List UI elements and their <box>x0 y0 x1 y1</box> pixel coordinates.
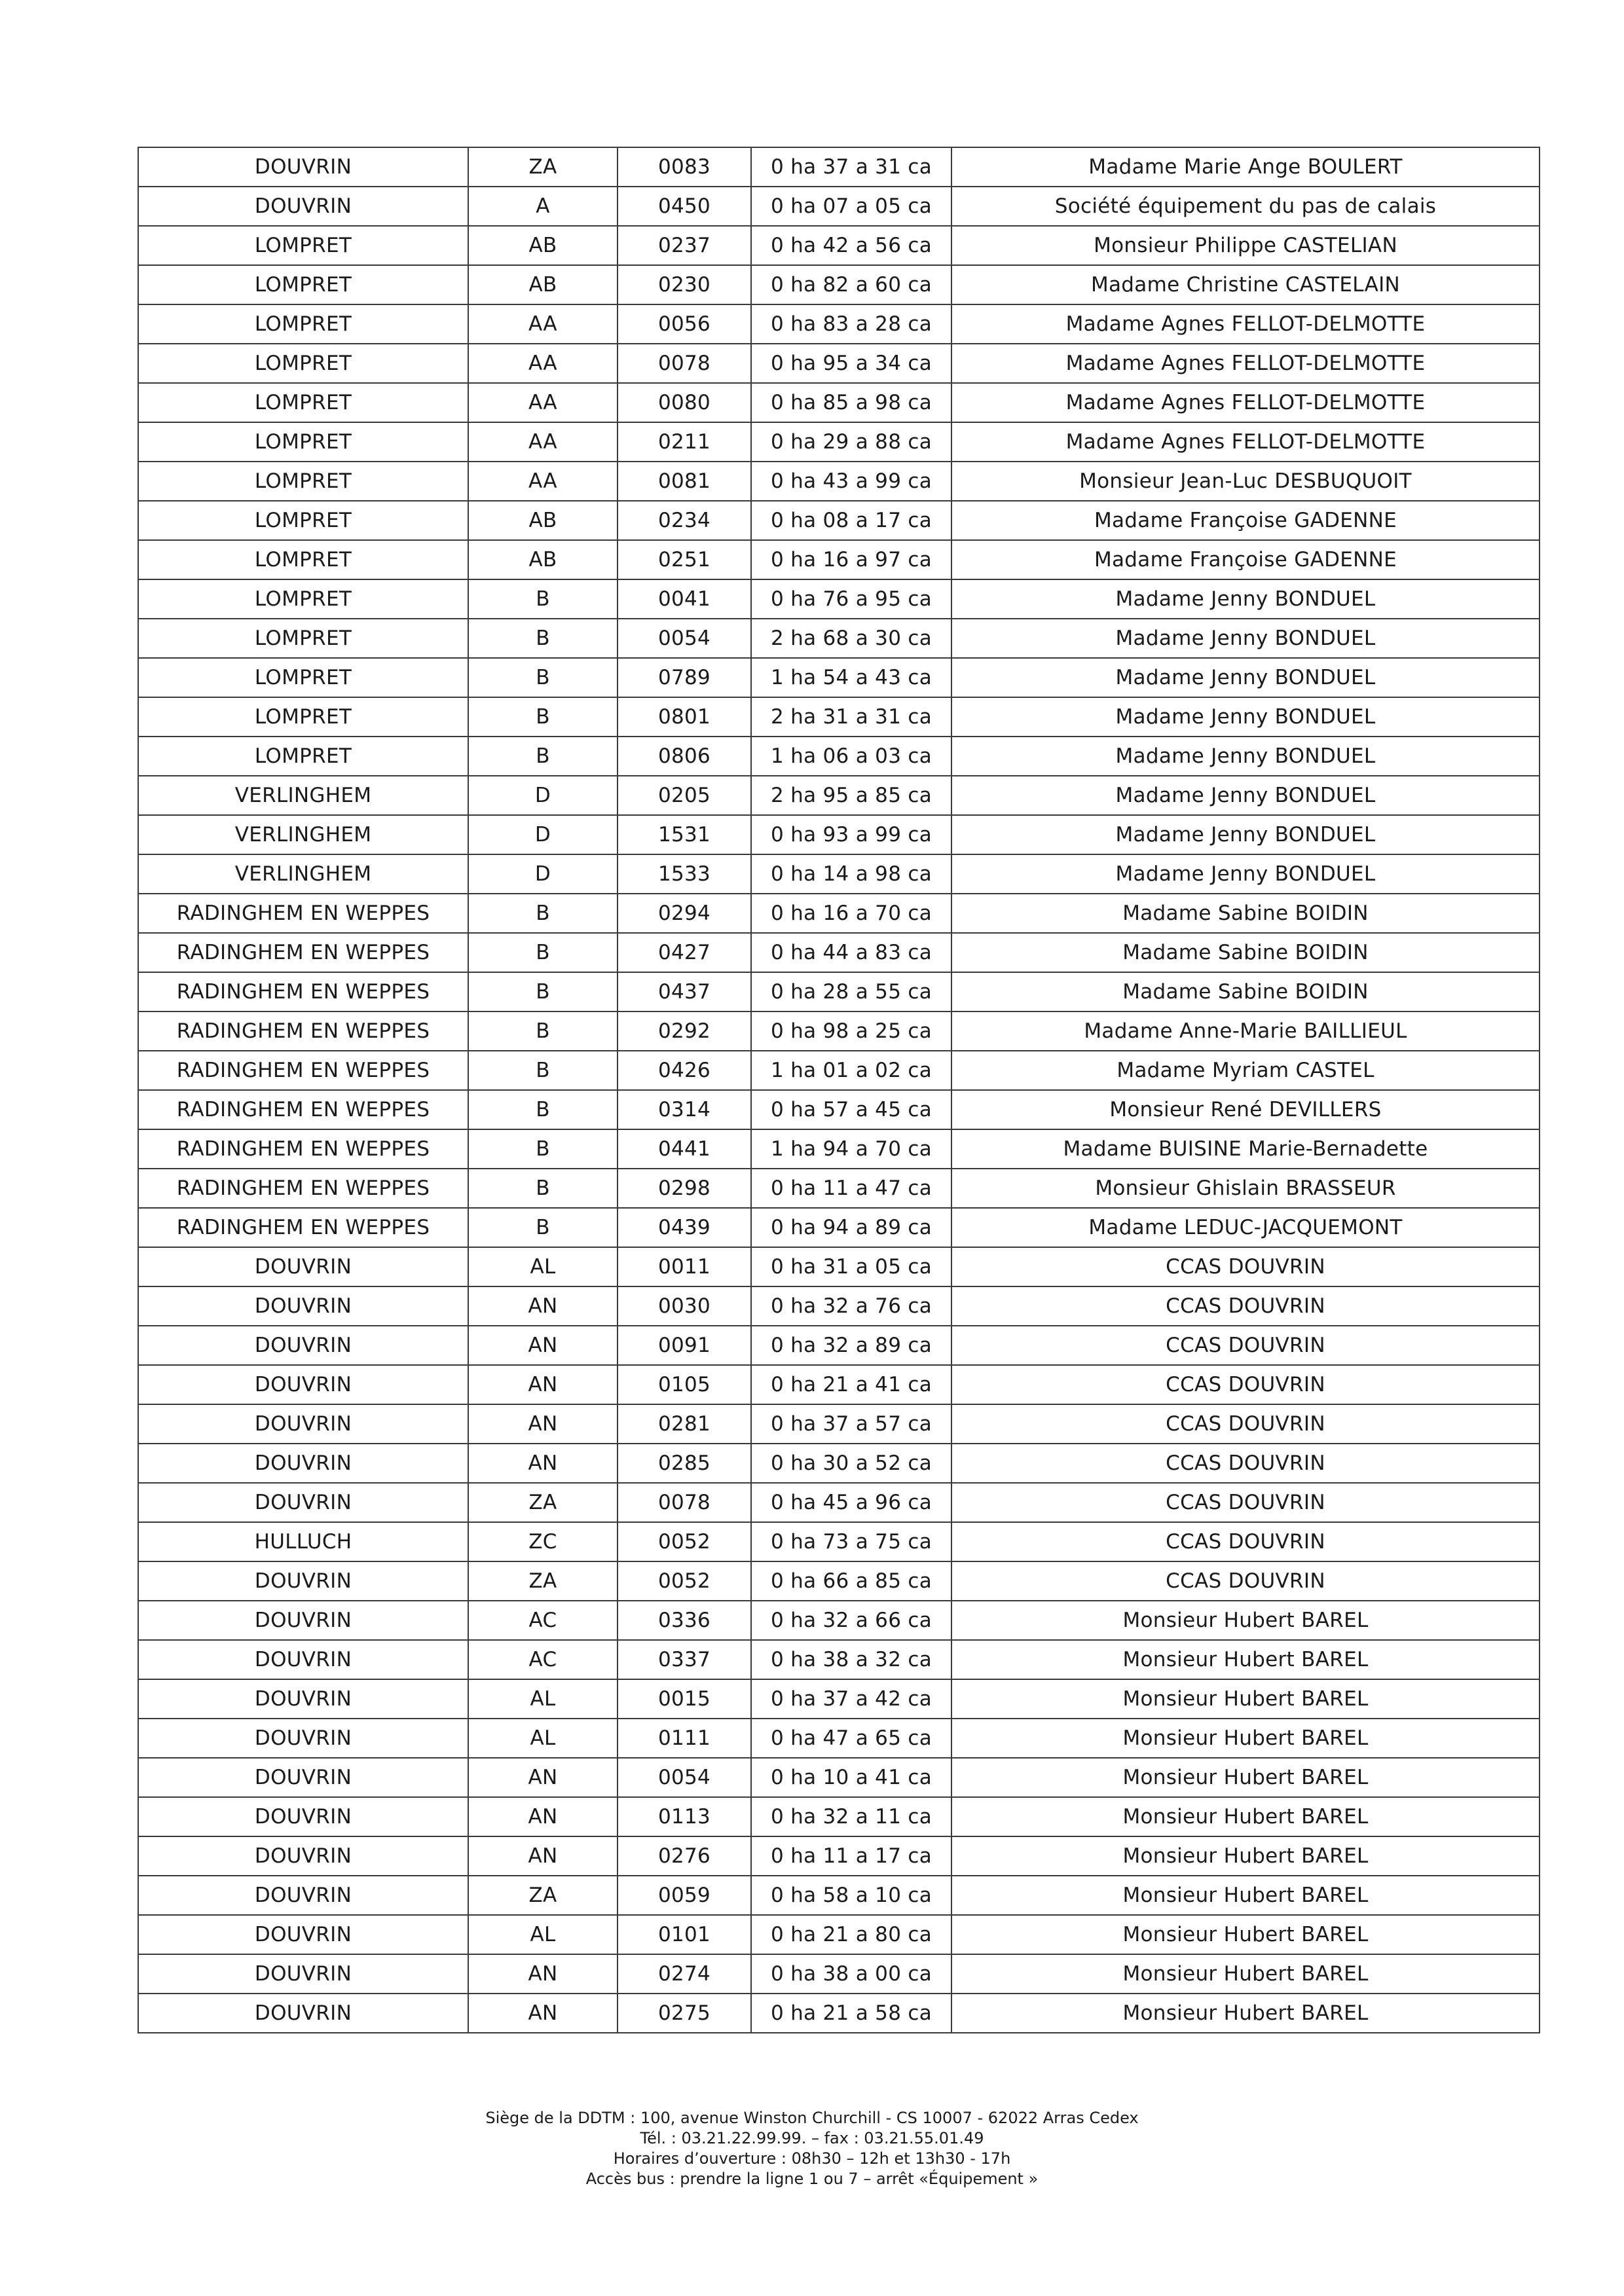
table-row <box>138 1365 1540 1404</box>
cell-owner: Madame Jenny BONDUEL <box>951 854 1540 894</box>
cell-surface: 1 ha 54 a 43 ca <box>751 658 951 697</box>
cell-owner: Monsieur Philippe CASTELIAN <box>951 226 1540 265</box>
cell-surface: 0 ha 85 a 98 ca <box>751 383 951 422</box>
cell-commune: RADINGHEM EN WEPPES <box>138 1051 468 1090</box>
table-row <box>138 1326 1540 1365</box>
cell-numero: 0801 <box>618 697 751 737</box>
cell-owner: Monsieur Hubert BAREL <box>951 1719 1540 1758</box>
cell-numero: 0015 <box>618 1679 751 1719</box>
table-row <box>138 1129 1540 1169</box>
cell-commune: LOMPRET <box>138 462 468 501</box>
cell-section: AN <box>468 1994 618 2033</box>
cell-numero: 0806 <box>618 737 751 776</box>
cell-section: AN <box>468 1444 618 1483</box>
cell-surface: 0 ha 21 a 41 ca <box>751 1365 951 1404</box>
table-row <box>138 1679 1540 1719</box>
cell-numero: 0230 <box>618 265 751 304</box>
cell-surface: 0 ha 31 a 05 ca <box>751 1247 951 1286</box>
table-row <box>138 1247 1540 1286</box>
cell-section: AL <box>468 1719 618 1758</box>
cell-owner: Madame Agnes FELLOT-DELMOTTE <box>951 304 1540 344</box>
cell-numero: 0251 <box>618 540 751 579</box>
cell-surface: 0 ha 93 a 99 ca <box>751 815 951 854</box>
table-row <box>138 972 1540 1011</box>
table-row <box>138 422 1540 462</box>
cell-numero: 0030 <box>618 1286 751 1326</box>
cell-section: AC <box>468 1601 618 1640</box>
page-footer <box>0 2108 1624 2189</box>
cell-numero: 0111 <box>618 1719 751 1758</box>
cell-section: B <box>468 697 618 737</box>
cell-numero: 0294 <box>618 894 751 933</box>
cell-numero: 0056 <box>618 304 751 344</box>
cell-numero: 0054 <box>618 1758 751 1797</box>
table-row <box>138 147 1540 187</box>
cell-owner: CCAS DOUVRIN <box>951 1483 1540 1522</box>
cell-commune: VERLINGHEM <box>138 776 468 815</box>
cell-section: B <box>468 933 618 972</box>
cell-section: ZA <box>468 147 618 187</box>
cell-section: B <box>468 737 618 776</box>
cell-section: AA <box>468 422 618 462</box>
cell-commune: DOUVRIN <box>138 1836 468 1876</box>
cell-section: AN <box>468 1797 618 1836</box>
cell-surface: 0 ha 07 a 05 ca <box>751 187 951 226</box>
cell-commune: LOMPRET <box>138 540 468 579</box>
cell-section: AB <box>468 501 618 540</box>
cell-commune: VERLINGHEM <box>138 815 468 854</box>
cell-section: B <box>468 1090 618 1129</box>
cell-commune: LOMPRET <box>138 383 468 422</box>
cell-commune: LOMPRET <box>138 697 468 737</box>
table-row <box>138 1404 1540 1444</box>
cell-section: AA <box>468 383 618 422</box>
cell-commune: DOUVRIN <box>138 1561 468 1601</box>
cell-surface: 0 ha 38 a 32 ca <box>751 1640 951 1679</box>
cell-commune: DOUVRIN <box>138 1640 468 1679</box>
cell-numero: 0275 <box>618 1994 751 2033</box>
cell-owner: Madame LEDUC-JACQUEMONT <box>951 1208 1540 1247</box>
cell-commune: DOUVRIN <box>138 1365 468 1404</box>
cell-section: D <box>468 815 618 854</box>
cell-section: AN <box>468 1365 618 1404</box>
table-row <box>138 1836 1540 1876</box>
table-row <box>138 854 1540 894</box>
cell-owner: Madame Agnes FELLOT-DELMOTTE <box>951 344 1540 383</box>
cell-surface: 0 ha 37 a 57 ca <box>751 1404 951 1444</box>
cell-owner: Madame Sabine BOIDIN <box>951 972 1540 1011</box>
cell-section: AA <box>468 344 618 383</box>
cell-commune: DOUVRIN <box>138 1247 468 1286</box>
cell-surface: 0 ha 29 a 88 ca <box>751 422 951 462</box>
cell-surface: 0 ha 73 a 75 ca <box>751 1522 951 1561</box>
cell-owner: Monsieur Hubert BAREL <box>951 1876 1540 1915</box>
table-row <box>138 1444 1540 1483</box>
table-row <box>138 1601 1540 1640</box>
cell-section: ZA <box>468 1561 618 1601</box>
cell-surface: 0 ha 32 a 76 ca <box>751 1286 951 1326</box>
cell-commune: DOUVRIN <box>138 1994 468 2033</box>
cell-commune: LOMPRET <box>138 304 468 344</box>
cell-section: ZA <box>468 1483 618 1522</box>
table-row <box>138 1758 1540 1797</box>
cell-surface: 0 ha 47 a 65 ca <box>751 1719 951 1758</box>
cell-section: B <box>468 579 618 619</box>
cell-commune: DOUVRIN <box>138 1444 468 1483</box>
cell-section: ZA <box>468 1876 618 1915</box>
cell-surface: 2 ha 31 a 31 ca <box>751 697 951 737</box>
cell-numero: 0427 <box>618 933 751 972</box>
table-row <box>138 1090 1540 1129</box>
cell-numero: 1531 <box>618 815 751 854</box>
cell-owner: Monsieur Hubert BAREL <box>951 1836 1540 1876</box>
cell-section: B <box>468 1129 618 1169</box>
cell-surface: 0 ha 30 a 52 ca <box>751 1444 951 1483</box>
cell-surface: 0 ha 11 a 47 ca <box>751 1169 951 1208</box>
cell-surface: 0 ha 57 a 45 ca <box>751 1090 951 1129</box>
table-row <box>138 1561 1540 1601</box>
cell-numero: 0237 <box>618 226 751 265</box>
cell-section: B <box>468 894 618 933</box>
cell-commune: DOUVRIN <box>138 1758 468 1797</box>
cell-commune: LOMPRET <box>138 501 468 540</box>
cell-numero: 0041 <box>618 579 751 619</box>
cell-commune: LOMPRET <box>138 265 468 304</box>
table-row <box>138 1522 1540 1561</box>
cell-commune: DOUVRIN <box>138 187 468 226</box>
table-row <box>138 501 1540 540</box>
table-row <box>138 1994 1540 2033</box>
cell-commune: LOMPRET <box>138 619 468 658</box>
cell-owner: Madame Anne-Marie BAILLIEUL <box>951 1011 1540 1051</box>
cell-owner: Monsieur Jean-Luc DESBUQUOIT <box>951 462 1540 501</box>
cell-numero: 0052 <box>618 1522 751 1561</box>
cell-numero: 0281 <box>618 1404 751 1444</box>
cell-owner: CCAS DOUVRIN <box>951 1286 1540 1326</box>
cell-owner: Société équipement du pas de calais <box>951 187 1540 226</box>
table-row <box>138 226 1540 265</box>
cell-surface: 2 ha 95 a 85 ca <box>751 776 951 815</box>
table-row <box>138 1286 1540 1326</box>
cell-numero: 0059 <box>618 1876 751 1915</box>
cell-numero: 0426 <box>618 1051 751 1090</box>
cell-surface: 0 ha 45 a 96 ca <box>751 1483 951 1522</box>
cell-commune: DOUVRIN <box>138 1601 468 1640</box>
cell-surface: 0 ha 32 a 66 ca <box>751 1601 951 1640</box>
table-row <box>138 1051 1540 1090</box>
cell-numero: 0211 <box>618 422 751 462</box>
cell-numero: 1533 <box>618 854 751 894</box>
cell-surface: 0 ha 98 a 25 ca <box>751 1011 951 1051</box>
cell-owner: Madame Christine CASTELAIN <box>951 265 1540 304</box>
cell-owner: Madame Sabine BOIDIN <box>951 894 1540 933</box>
table-row <box>138 540 1540 579</box>
cell-section: AB <box>468 540 618 579</box>
cell-numero: 0080 <box>618 383 751 422</box>
cell-numero: 0113 <box>618 1797 751 1836</box>
cell-commune: DOUVRIN <box>138 1954 468 1994</box>
cell-surface: 0 ha 43 a 99 ca <box>751 462 951 501</box>
cell-commune: RADINGHEM EN WEPPES <box>138 1011 468 1051</box>
cell-surface: 0 ha 76 a 95 ca <box>751 579 951 619</box>
cell-surface: 0 ha 38 a 00 ca <box>751 1954 951 1994</box>
cell-surface: 0 ha 11 a 17 ca <box>751 1836 951 1876</box>
cell-commune: DOUVRIN <box>138 1679 468 1719</box>
cell-section: AC <box>468 1640 618 1679</box>
cell-numero: 0285 <box>618 1444 751 1483</box>
cell-section: B <box>468 972 618 1011</box>
cell-commune: LOMPRET <box>138 422 468 462</box>
cell-owner: Monsieur Hubert BAREL <box>951 1915 1540 1954</box>
cell-commune: DOUVRIN <box>138 1876 468 1915</box>
cell-section: AN <box>468 1836 618 1876</box>
cell-surface: 0 ha 14 a 98 ca <box>751 854 951 894</box>
cell-numero: 0439 <box>618 1208 751 1247</box>
cell-section: AL <box>468 1915 618 1954</box>
cell-section: B <box>468 1051 618 1090</box>
table-row <box>138 776 1540 815</box>
cell-surface: 0 ha 44 a 83 ca <box>751 933 951 972</box>
cell-surface: 0 ha 58 a 10 ca <box>751 1876 951 1915</box>
cell-surface: 2 ha 68 a 30 ca <box>751 619 951 658</box>
cell-owner: Madame Marie Ange BOULERT <box>951 147 1540 187</box>
table-row <box>138 815 1540 854</box>
cell-section: AA <box>468 304 618 344</box>
cell-section: AN <box>468 1758 618 1797</box>
cell-commune: DOUVRIN <box>138 1286 468 1326</box>
cell-owner: Madame Jenny BONDUEL <box>951 619 1540 658</box>
cell-numero: 0011 <box>618 1247 751 1286</box>
cell-owner: Monsieur Hubert BAREL <box>951 1679 1540 1719</box>
cell-commune: VERLINGHEM <box>138 854 468 894</box>
cell-numero: 0314 <box>618 1090 751 1129</box>
table-row <box>138 894 1540 933</box>
cell-numero: 0437 <box>618 972 751 1011</box>
cell-commune: DOUVRIN <box>138 1483 468 1522</box>
cell-owner: Madame Jenny BONDUEL <box>951 737 1540 776</box>
cell-owner: Madame Agnes FELLOT-DELMOTTE <box>951 383 1540 422</box>
cell-surface: 0 ha 95 a 34 ca <box>751 344 951 383</box>
cell-owner: CCAS DOUVRIN <box>951 1444 1540 1483</box>
cell-numero: 0054 <box>618 619 751 658</box>
table-row <box>138 304 1540 344</box>
cell-surface: 0 ha 42 a 56 ca <box>751 226 951 265</box>
cell-commune: RADINGHEM EN WEPPES <box>138 1208 468 1247</box>
cell-section: A <box>468 187 618 226</box>
cell-owner: CCAS DOUVRIN <box>951 1365 1540 1404</box>
cell-commune: LOMPRET <box>138 658 468 697</box>
cell-numero: 0105 <box>618 1365 751 1404</box>
cell-section: AL <box>468 1679 618 1719</box>
cell-owner: Madame Jenny BONDUEL <box>951 579 1540 619</box>
cell-section: D <box>468 776 618 815</box>
cell-owner: Madame Jenny BONDUEL <box>951 658 1540 697</box>
table-row <box>138 1876 1540 1915</box>
cell-owner: CCAS DOUVRIN <box>951 1326 1540 1365</box>
table-row <box>138 187 1540 226</box>
cell-numero: 0101 <box>618 1915 751 1954</box>
cell-owner: Madame Sabine BOIDIN <box>951 933 1540 972</box>
cell-numero: 0276 <box>618 1836 751 1876</box>
cell-owner: Madame Jenny BONDUEL <box>951 697 1540 737</box>
cell-commune: RADINGHEM EN WEPPES <box>138 894 468 933</box>
cell-owner: Madame Agnes FELLOT-DELMOTTE <box>951 422 1540 462</box>
cell-surface: 0 ha 16 a 97 ca <box>751 540 951 579</box>
cell-numero: 0789 <box>618 658 751 697</box>
cell-commune: RADINGHEM EN WEPPES <box>138 1129 468 1169</box>
cell-section: AL <box>468 1247 618 1286</box>
table-row <box>138 1954 1540 1994</box>
cell-section: B <box>468 1169 618 1208</box>
cell-owner: Madame BUISINE Marie-Bernadette <box>951 1129 1540 1169</box>
cell-commune: RADINGHEM EN WEPPES <box>138 1169 468 1208</box>
cell-owner: CCAS DOUVRIN <box>951 1247 1540 1286</box>
cell-owner: CCAS DOUVRIN <box>951 1522 1540 1561</box>
cell-section: B <box>468 1011 618 1051</box>
cell-surface: 0 ha 37 a 42 ca <box>751 1679 951 1719</box>
table-row <box>138 344 1540 383</box>
table-row <box>138 1483 1540 1522</box>
cell-commune: DOUVRIN <box>138 1326 468 1365</box>
cell-commune: HULLUCH <box>138 1522 468 1561</box>
cell-numero: 0274 <box>618 1954 751 1994</box>
cell-commune: DOUVRIN <box>138 1404 468 1444</box>
table-row <box>138 1640 1540 1679</box>
cell-surface: 0 ha 10 a 41 ca <box>751 1758 951 1797</box>
cell-owner: Monsieur Hubert BAREL <box>951 1758 1540 1797</box>
cell-numero: 0205 <box>618 776 751 815</box>
cell-owner: Monsieur Hubert BAREL <box>951 1797 1540 1836</box>
cell-surface: 0 ha 32 a 89 ca <box>751 1326 951 1365</box>
cell-commune: DOUVRIN <box>138 1719 468 1758</box>
parcel-table-body <box>138 147 1540 2033</box>
cell-owner: Madame Jenny BONDUEL <box>951 815 1540 854</box>
cell-surface: 0 ha 21 a 80 ca <box>751 1915 951 1954</box>
cell-section: ZC <box>468 1522 618 1561</box>
table-row <box>138 383 1540 422</box>
parcel-table <box>138 147 1540 2033</box>
cell-owner: Madame Myriam CASTEL <box>951 1051 1540 1090</box>
cell-numero: 0441 <box>618 1129 751 1169</box>
cell-surface: 1 ha 06 a 03 ca <box>751 737 951 776</box>
cell-surface: 0 ha 66 a 85 ca <box>751 1561 951 1601</box>
cell-owner: Madame Françoise GADENNE <box>951 540 1540 579</box>
cell-numero: 0450 <box>618 187 751 226</box>
cell-surface: 0 ha 94 a 89 ca <box>751 1208 951 1247</box>
table-row <box>138 619 1540 658</box>
cell-commune: DOUVRIN <box>138 1797 468 1836</box>
cell-owner: Monsieur Ghislain BRASSEUR <box>951 1169 1540 1208</box>
cell-owner: Madame Françoise GADENNE <box>951 501 1540 540</box>
cell-numero: 0081 <box>618 462 751 501</box>
cell-section: AN <box>468 1326 618 1365</box>
cell-owner: Monsieur Hubert BAREL <box>951 1954 1540 1994</box>
table-row <box>138 658 1540 697</box>
table-row <box>138 737 1540 776</box>
cell-owner: CCAS DOUVRIN <box>951 1404 1540 1444</box>
cell-commune: LOMPRET <box>138 344 468 383</box>
cell-numero: 0336 <box>618 1601 751 1640</box>
cell-owner: Monsieur Hubert BAREL <box>951 1994 1540 2033</box>
cell-numero: 0078 <box>618 1483 751 1522</box>
cell-section: AA <box>468 462 618 501</box>
footer-bus: Accès bus : prendre la ligne 1 ou 7 – arrêt «Équipement » <box>585 2170 1039 2188</box>
table-row <box>138 1797 1540 1836</box>
footer-phone: Tél. : 03.21.22.99.99. – fax : 03.21.55.01.49 <box>640 2129 984 2147</box>
cell-surface: 0 ha 82 a 60 ca <box>751 265 951 304</box>
cell-owner: Monsieur Hubert BAREL <box>951 1640 1540 1679</box>
footer-address: Siège de la DDTM : 100, avenue Winston Churchill - CS 10007 - 62022 Arras Cedex <box>485 2109 1139 2127</box>
cell-commune: RADINGHEM EN WEPPES <box>138 972 468 1011</box>
cell-owner: Monsieur Hubert BAREL <box>951 1601 1540 1640</box>
cell-commune: DOUVRIN <box>138 147 468 187</box>
cell-surface: 0 ha 83 a 28 ca <box>751 304 951 344</box>
cell-commune: RADINGHEM EN WEPPES <box>138 1090 468 1129</box>
cell-commune: LOMPRET <box>138 579 468 619</box>
cell-numero: 0292 <box>618 1011 751 1051</box>
cell-section: AB <box>468 265 618 304</box>
cell-section: B <box>468 1208 618 1247</box>
cell-section: B <box>468 619 618 658</box>
cell-numero: 0083 <box>618 147 751 187</box>
cell-numero: 0052 <box>618 1561 751 1601</box>
cell-surface: 0 ha 32 a 11 ca <box>751 1797 951 1836</box>
cell-commune: LOMPRET <box>138 737 468 776</box>
cell-owner: Monsieur René DEVILLERS <box>951 1090 1540 1129</box>
cell-section: AN <box>468 1404 618 1444</box>
cell-numero: 0337 <box>618 1640 751 1679</box>
cell-section: D <box>468 854 618 894</box>
table-row <box>138 462 1540 501</box>
cell-commune: RADINGHEM EN WEPPES <box>138 933 468 972</box>
cell-numero: 0234 <box>618 501 751 540</box>
table-row <box>138 1011 1540 1051</box>
cell-surface: 0 ha 28 a 55 ca <box>751 972 951 1011</box>
table-row <box>138 1719 1540 1758</box>
cell-commune: LOMPRET <box>138 226 468 265</box>
table-row <box>138 1169 1540 1208</box>
cell-numero: 0078 <box>618 344 751 383</box>
table-row <box>138 1915 1540 1954</box>
cell-commune: DOUVRIN <box>138 1915 468 1954</box>
cell-surface: 0 ha 16 a 70 ca <box>751 894 951 933</box>
table-row <box>138 265 1540 304</box>
cell-surface: 1 ha 01 a 02 ca <box>751 1051 951 1090</box>
table-row <box>138 1208 1540 1247</box>
cell-numero: 0091 <box>618 1326 751 1365</box>
cell-numero: 0298 <box>618 1169 751 1208</box>
cell-section: B <box>468 658 618 697</box>
cell-section: AB <box>468 226 618 265</box>
cell-surface: 1 ha 94 a 70 ca <box>751 1129 951 1169</box>
cell-section: AN <box>468 1954 618 1994</box>
cell-owner: CCAS DOUVRIN <box>951 1561 1540 1601</box>
table-row <box>138 933 1540 972</box>
cell-surface: 0 ha 21 a 58 ca <box>751 1994 951 2033</box>
table-row <box>138 697 1540 737</box>
cell-surface: 0 ha 08 a 17 ca <box>751 501 951 540</box>
cell-section: AN <box>468 1286 618 1326</box>
cell-surface: 0 ha 37 a 31 ca <box>751 147 951 187</box>
footer-hours: Horaires d’ouverture : 08h30 – 12h et 13h30 - 17h <box>613 2149 1011 2168</box>
table-row <box>138 579 1540 619</box>
cell-owner: Madame Jenny BONDUEL <box>951 776 1540 815</box>
